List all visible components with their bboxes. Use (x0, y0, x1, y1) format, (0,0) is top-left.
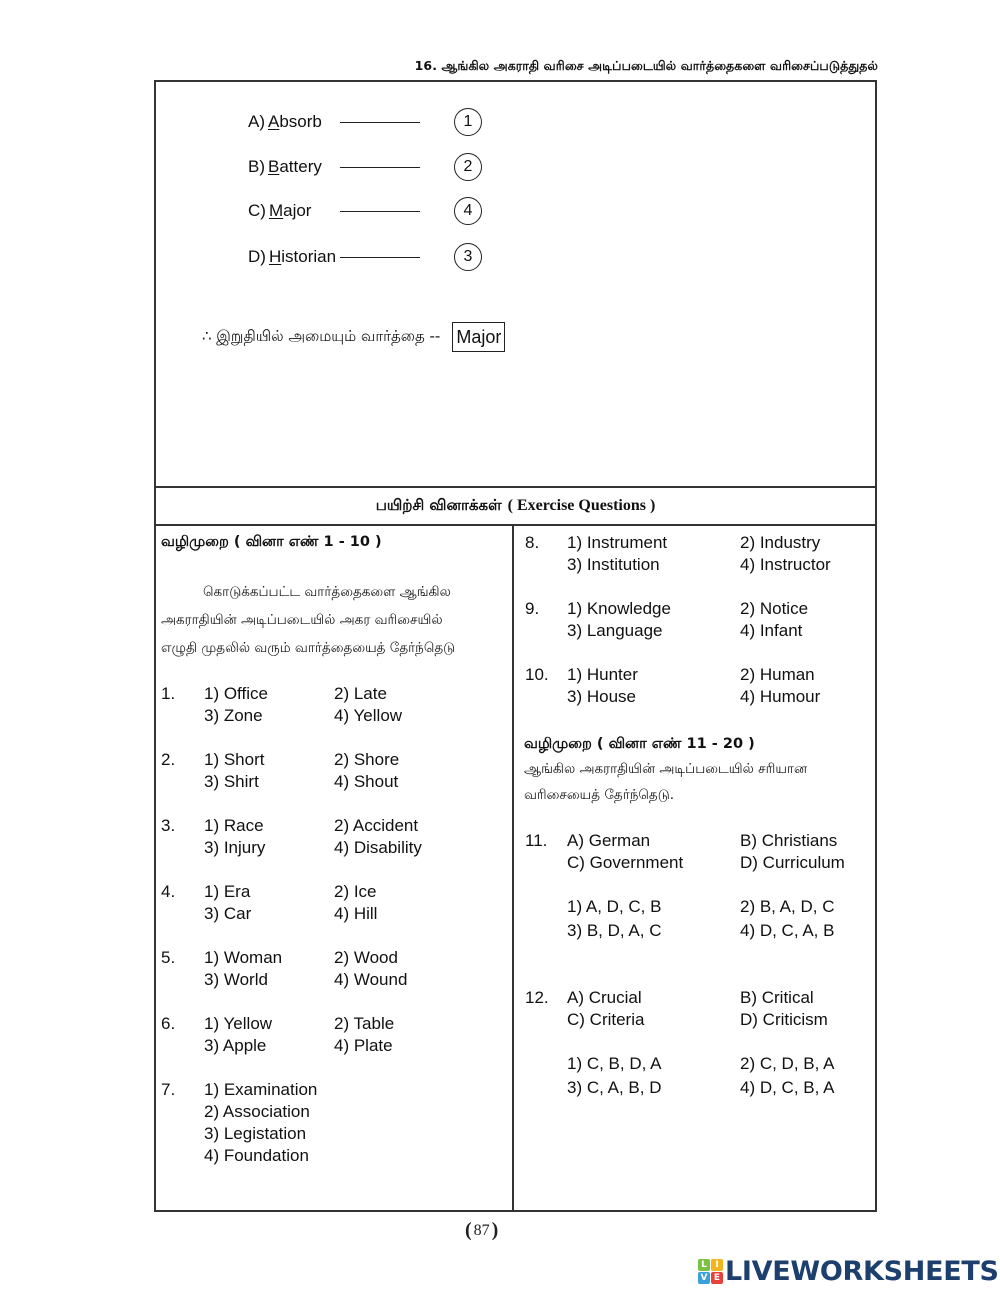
option[interactable]: 3) Shirt (204, 772, 259, 791)
logo-tile: I (711, 1259, 723, 1271)
connector-line (340, 167, 420, 168)
example-row-b (248, 155, 473, 179)
option[interactable]: 2) C, D, B, A (740, 1054, 835, 1073)
option[interactable]: 4) Yellow (334, 706, 403, 725)
question-number: 7. (161, 1080, 176, 1099)
example-first-letter: M (268, 201, 284, 220)
rank-circle: 4 (454, 197, 482, 225)
rank-circle: 2 (454, 153, 482, 181)
example-row-d (248, 245, 473, 269)
example-word (248, 157, 346, 177)
option[interactable]: 2) Wood (334, 948, 398, 967)
example-word-rest: istorian (281, 247, 337, 266)
option[interactable]: 4) D, C, A, B (740, 921, 835, 940)
word-item: C) Government (567, 853, 684, 872)
result-answer-box: Major (452, 322, 505, 352)
option[interactable]: 4) Wound (334, 970, 408, 989)
worksheet-frame (154, 80, 877, 1212)
option[interactable]: 4) Instructor (740, 555, 831, 574)
option[interactable]: 2) Accident (334, 816, 419, 835)
option[interactable]: 1) Race (204, 816, 264, 835)
option[interactable]: 2) Ice (334, 882, 377, 901)
option[interactable]: 3) C, A, B, D (567, 1078, 662, 1097)
connector-line (340, 122, 420, 123)
instruction-line: எழுதி முதலில் வரும் வார்த்தையைத் தேர்ந்தெடு (161, 640, 456, 656)
question-number: 5. (161, 948, 176, 967)
option[interactable]: 2) Late (334, 684, 387, 703)
example-word-rest: attery (279, 157, 322, 176)
option[interactable]: 3) Zone (204, 706, 263, 725)
instruction-line: வரிசையைத் தேர்ந்தெடு. (524, 787, 675, 803)
example-first-letter: A (268, 112, 280, 131)
option[interactable]: 4) Humour (740, 687, 821, 706)
option[interactable]: 2) Table (334, 1014, 395, 1033)
option[interactable]: 1) Yellow (204, 1014, 273, 1033)
option[interactable]: 4) Infant (740, 621, 803, 640)
option[interactable]: 1) Woman (204, 948, 283, 967)
instruction-line (161, 578, 455, 606)
question-9 (525, 598, 870, 642)
result-label: ∴ இறுதியில் அமையும் வார்த்தை -- (202, 327, 441, 345)
word-item: D) Criticism (740, 1010, 828, 1029)
example-letter: B) (248, 157, 265, 176)
question-columns (156, 526, 875, 1210)
instruction-line: ஆங்கில அகராதியின் அடிப்படையில் சரியான (524, 761, 808, 777)
option[interactable]: 3) Car (204, 904, 252, 923)
option[interactable]: 1) Office (204, 684, 268, 703)
word-item: B) Christians (740, 831, 838, 850)
question-number: 2. (161, 750, 176, 769)
option[interactable]: 1) Era (204, 882, 251, 901)
question-number: 4. (161, 882, 176, 901)
section2-instructions (524, 756, 807, 808)
option[interactable]: 4) Hill (334, 904, 378, 923)
question-1 (161, 683, 511, 727)
option[interactable]: 1) Examination (204, 1080, 318, 1099)
instruction-line: அகராதியின் அடிப்படையில் அகர வரிசையில் (161, 612, 443, 628)
option[interactable]: 3) B, D, A, C (567, 921, 662, 940)
option[interactable]: 3) Language (567, 621, 663, 640)
question-number: 12. (525, 988, 549, 1007)
example-letter: D) (248, 247, 266, 266)
question-8 (525, 532, 870, 576)
page-number (465, 1219, 498, 1242)
question-10 (525, 664, 870, 708)
rank-circle: 1 (454, 108, 482, 136)
question-4 (161, 881, 511, 925)
option[interactable]: 1) C, B, D, A (567, 1054, 662, 1073)
page-bracket-open: ( (465, 1219, 472, 1241)
rank-circle: 3 (454, 243, 482, 271)
liveworksheets-logo-icon (698, 1259, 723, 1284)
example-letter: A) (248, 112, 265, 131)
option[interactable]: 3) World (204, 970, 268, 989)
logo-tile: E (711, 1272, 723, 1284)
option[interactable]: 2) Human (740, 665, 815, 684)
option[interactable]: 3) Institution (567, 555, 660, 574)
option[interactable]: 2) Industry (740, 533, 821, 552)
question-number: 9. (525, 599, 540, 618)
question-3 (161, 815, 511, 859)
question-11 (525, 830, 870, 942)
option[interactable]: 4) Disability (334, 838, 422, 857)
word-item: B) Critical (740, 988, 814, 1007)
example-word-rest: bsorb (279, 112, 322, 131)
example-row-a (248, 110, 473, 134)
option[interactable]: 3) House (567, 687, 636, 706)
question-6 (161, 1013, 511, 1057)
connector-line (340, 211, 420, 212)
option[interactable]: 1) Instrument (567, 533, 668, 552)
question-2 (161, 749, 511, 793)
option[interactable]: 1) Short (204, 750, 265, 769)
left-column (156, 526, 514, 1210)
option[interactable]: 1) A, D, C, B (567, 897, 662, 916)
question-number: 3. (161, 816, 176, 835)
exercise-header (156, 486, 875, 526)
example-result (202, 322, 505, 352)
page-bracket-close: ) (491, 1219, 499, 1241)
example-letter: C) (248, 201, 266, 220)
example-row-c (248, 199, 473, 223)
section1-title: வழிமுறை ( வினா எண் 1 - 10 ) (161, 534, 382, 550)
option[interactable]: 3) Legistation (204, 1124, 307, 1143)
question-number: 8. (525, 533, 540, 552)
option[interactable]: 1) Hunter (567, 665, 638, 684)
question-5 (161, 947, 511, 991)
instruction-text: கொடுக்கப்பட்ட வார்த்தைகளை ஆங்கில (203, 584, 451, 600)
option[interactable]: 4) Foundation (204, 1146, 309, 1165)
example-first-letter: B (268, 157, 280, 176)
option[interactable]: 2) Notice (740, 599, 809, 618)
example-word (248, 112, 346, 132)
question-7 (161, 1079, 511, 1167)
word-item: A) German (567, 831, 651, 850)
question-number: 11. (525, 831, 548, 850)
option[interactable]: 3) Apple (204, 1036, 267, 1055)
question-number: 6. (161, 1014, 176, 1033)
word-item: A) Crucial (567, 988, 642, 1007)
option[interactable]: 4) D, C, B, A (740, 1078, 835, 1097)
exercise-title-english: ( Exercise Questions ) (507, 497, 656, 514)
brand-name: LIVEWORKSHEETS (725, 1256, 999, 1287)
question-number: 1. (161, 684, 176, 703)
word-item: C) Criteria (567, 1010, 645, 1029)
question-12 (525, 987, 870, 1099)
section2-title: வழிமுறை ( வினா எண் 11 - 20 ) (524, 736, 755, 752)
liveworksheets-logo[interactable] (698, 1256, 999, 1287)
option[interactable]: 4) Plate (334, 1036, 393, 1055)
running-title: 16. ஆங்கில அகராதி வரிசை அடிப்படையில் வார்த்தைகளை வரிசைப்படுத்துதல் (414, 58, 878, 73)
example-word-rest: ajor (283, 201, 312, 220)
option[interactable]: 4) Shout (334, 772, 399, 791)
connector-line (340, 257, 420, 258)
example-word (248, 201, 346, 221)
section1-instructions (161, 578, 455, 662)
option[interactable]: 2) B, A, D, C (740, 897, 835, 916)
page-number-value: 87 (473, 1221, 490, 1239)
example-word (248, 247, 346, 267)
word-item: D) Curriculum (740, 853, 845, 872)
option[interactable]: 2) Shore (334, 750, 400, 769)
example-section (156, 82, 875, 486)
exercise-title-tamil: பயிற்சி வினாக்கள் (375, 496, 502, 514)
right-column (516, 526, 875, 1210)
option[interactable]: 3) Injury (204, 838, 266, 857)
logo-tile: V (698, 1272, 710, 1284)
option[interactable]: 1) Knowledge (567, 599, 671, 618)
question-number: 10. (525, 665, 549, 684)
logo-tile: L (698, 1259, 710, 1271)
option[interactable]: 2) Association (204, 1102, 310, 1121)
example-first-letter: H (268, 247, 282, 266)
